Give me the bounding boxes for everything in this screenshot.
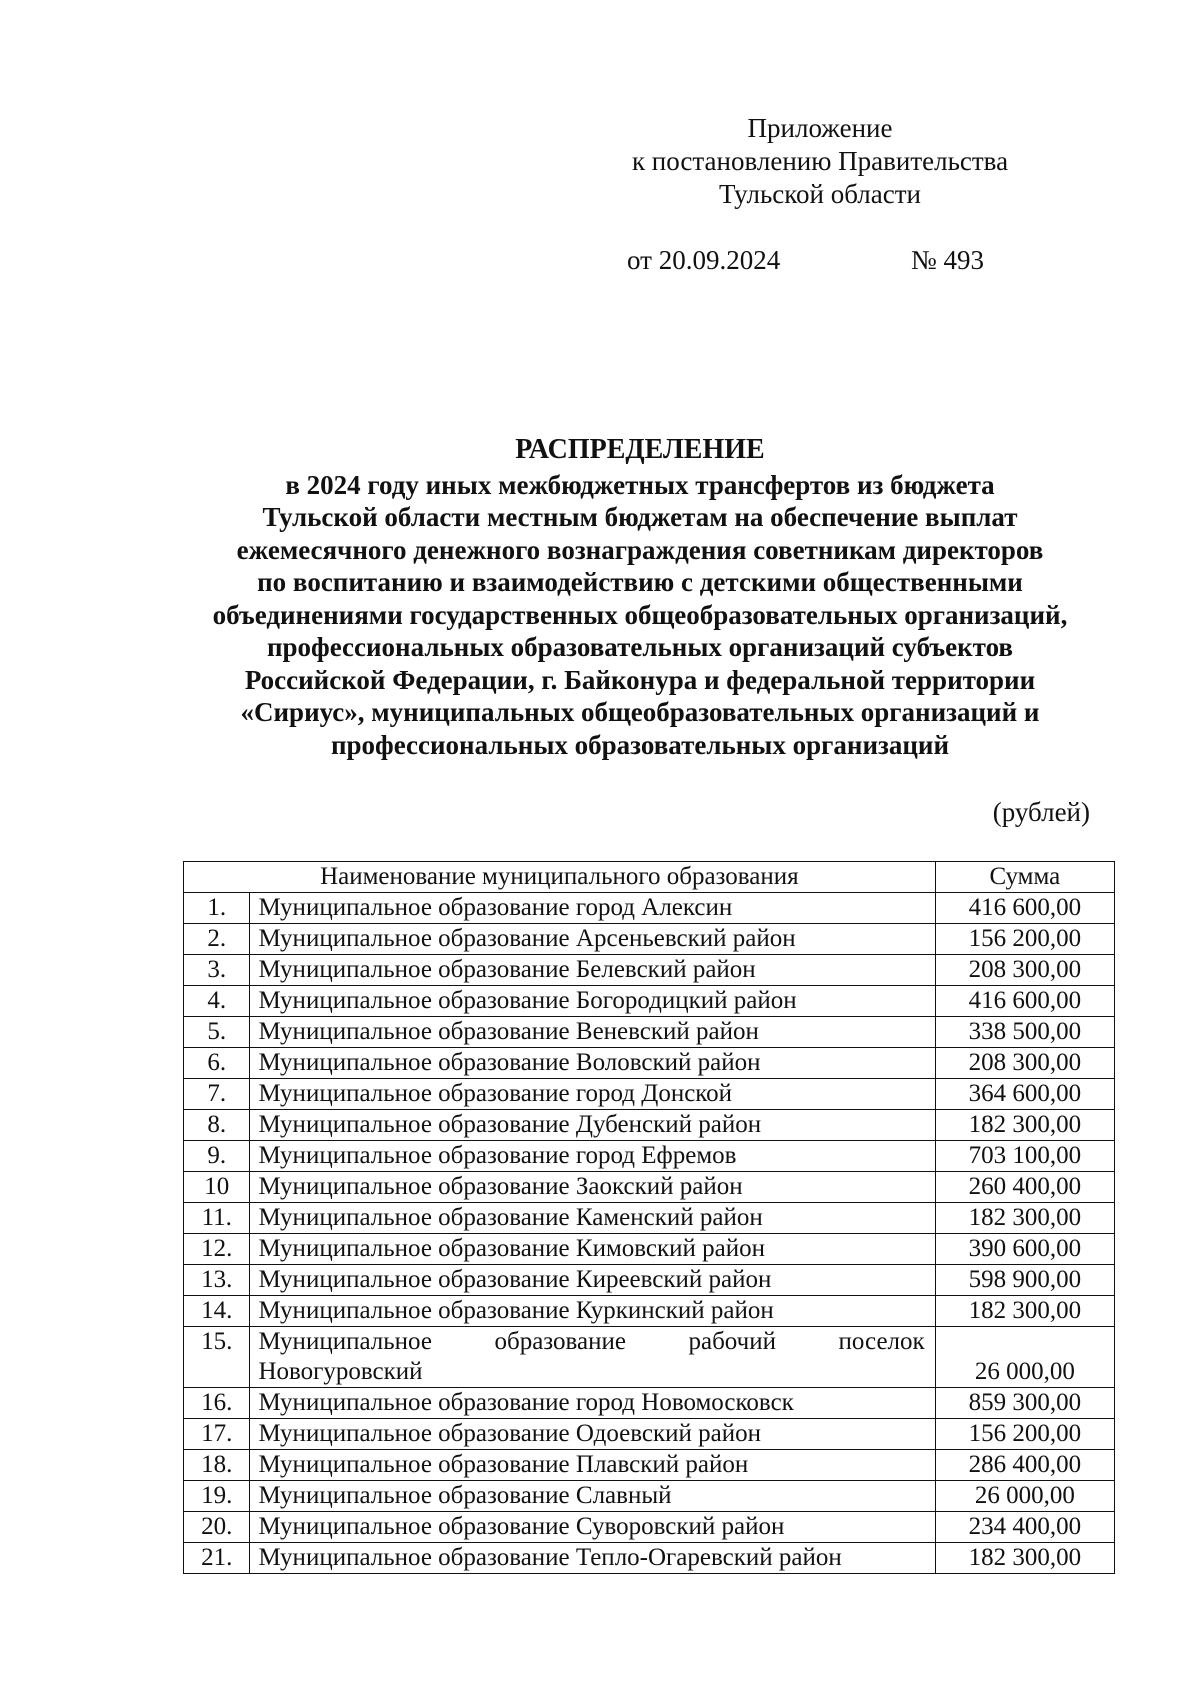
row-number: 12. <box>184 1234 250 1265</box>
row-name: Муниципальное образование Заокский район <box>250 1172 935 1203</box>
table-row <box>184 1388 1115 1419</box>
decree-number: № 493 <box>911 245 985 275</box>
title-line: Тульской области местным бюджетам на обеспечение выплат <box>262 502 1018 532</box>
table-row <box>184 924 1115 955</box>
table-row <box>184 1481 1115 1512</box>
row-sum: 208 300,00 <box>935 1048 1114 1079</box>
row-number: 9. <box>184 1141 250 1172</box>
row-name: Муниципальное образование Плавский район <box>250 1450 935 1481</box>
row-name: Муниципальное образование город Новомосковск <box>250 1388 935 1419</box>
title-line: по воспитанию и взаимодействию с детскими общественными <box>257 567 1023 597</box>
title-line: объединениями государственных общеобразовательных организаций, <box>212 599 1068 630</box>
appendix-block <box>590 112 1050 211</box>
appendix-decree-ref: к постановлению Правительства <box>631 146 1009 176</box>
row-number: 8. <box>184 1110 250 1141</box>
row-number: 3. <box>184 955 250 986</box>
row-name: Муниципальное образование Богородицкий район <box>250 986 935 1017</box>
row-name: Муниципальное образование Киреевский район <box>250 1265 935 1296</box>
unit-label: (рублей) <box>992 797 1090 827</box>
table-row <box>184 1265 1115 1296</box>
table-row <box>184 1543 1115 1574</box>
row-name: Муниципальное образование Дубенский район <box>250 1110 935 1141</box>
row-name: Муниципальное образование Воловский район <box>250 1048 935 1079</box>
table-row <box>184 1172 1115 1203</box>
row-sum: 26 000,00 <box>935 1327 1114 1388</box>
header-sum: Сумма <box>935 862 1114 893</box>
row-number: 15. <box>184 1327 250 1388</box>
table-row <box>184 955 1115 986</box>
row-number: 2. <box>184 924 250 955</box>
row-name: Муниципальное образование Каменский район <box>250 1203 935 1234</box>
row-number: 1. <box>184 893 250 924</box>
row-number: 7. <box>184 1079 250 1110</box>
header-name: Наименование муниципального образования <box>184 862 936 893</box>
row-name: Муниципальное образование город Донской <box>250 1079 935 1110</box>
table-row <box>184 1079 1115 1110</box>
decree-info <box>627 245 985 276</box>
row-sum: 416 600,00 <box>935 986 1114 1017</box>
table-row <box>184 1017 1115 1048</box>
row-number: 16. <box>184 1388 250 1419</box>
row-name: Муниципальное образование Кимовский район <box>250 1234 935 1265</box>
table-row <box>184 1234 1115 1265</box>
row-number: 4. <box>184 986 250 1017</box>
title-line: «Сириус», муниципальных общеобразовательных организаций и <box>240 697 1040 727</box>
row-sum: 156 200,00 <box>935 1419 1114 1450</box>
row-sum: 390 600,00 <box>935 1234 1114 1265</box>
row-name: Муниципальное образование город Ефремов <box>250 1141 935 1172</box>
title-line: ежемесячного денежного вознаграждения советникам директоров <box>236 534 1044 565</box>
row-sum: 26 000,00 <box>935 1481 1114 1512</box>
table-row <box>184 1203 1115 1234</box>
row-sum: 416 600,00 <box>935 893 1114 924</box>
row-number: 17. <box>184 1419 250 1450</box>
row-sum: 286 400,00 <box>935 1450 1114 1481</box>
table-row <box>184 1327 1115 1388</box>
title-line: профессиональных образовательных организаций субъектов <box>266 632 1014 662</box>
title-line: в 2024 году иных межбюджетных трансфертов из бюджета <box>285 469 995 500</box>
table-row <box>184 1296 1115 1327</box>
table-row <box>184 1450 1115 1481</box>
table-header-row <box>184 862 1115 893</box>
row-sum: 156 200,00 <box>935 924 1114 955</box>
appendix-title: Приложение <box>747 113 893 143</box>
row-sum: 182 300,00 <box>935 1296 1114 1327</box>
row-sum: 182 300,00 <box>935 1110 1114 1141</box>
row-number: 21. <box>184 1543 250 1574</box>
table-row <box>184 986 1115 1017</box>
row-name: Муниципальное образование Белевский район <box>250 955 935 986</box>
row-number: 19. <box>184 1481 250 1512</box>
row-name: Муниципальное образование Суворовский район <box>250 1512 935 1543</box>
row-sum: 598 900,00 <box>935 1265 1114 1296</box>
title-heading: РАСПРЕДЕЛЕНИЕ <box>515 434 765 465</box>
row-number: 5. <box>184 1017 250 1048</box>
row-number: 20. <box>184 1512 250 1543</box>
title-line: профессиональных образовательных организаций <box>330 729 950 760</box>
row-name: Муниципальное образование Славный <box>250 1481 935 1512</box>
row-sum: 208 300,00 <box>935 955 1114 986</box>
appendix-region: Тульской области <box>719 179 921 209</box>
row-number: 6. <box>184 1048 250 1079</box>
decree-date: от 20.09.2024 <box>627 245 781 275</box>
document-title <box>170 434 1110 761</box>
row-sum: 182 300,00 <box>935 1203 1114 1234</box>
title-line: Российской Федерации, г. Байконура и федеральной территории <box>244 664 1036 695</box>
distribution-table <box>183 861 1115 1574</box>
row-number: 10 <box>184 1172 250 1203</box>
row-sum: 260 400,00 <box>935 1172 1114 1203</box>
row-sum: 338 500,00 <box>935 1017 1114 1048</box>
row-sum: 182 300,00 <box>935 1543 1114 1574</box>
row-number: 18. <box>184 1450 250 1481</box>
row-name: Муниципальное образование Веневский район <box>250 1017 935 1048</box>
row-name: Муниципальное образование Арсеньевский район <box>250 924 935 955</box>
table-row <box>184 1512 1115 1543</box>
row-sum: 364 600,00 <box>935 1079 1114 1110</box>
row-number: 13. <box>184 1265 250 1296</box>
row-sum: 234 400,00 <box>935 1512 1114 1543</box>
table-row <box>184 1419 1115 1450</box>
row-name: Муниципальное образование город Алексин <box>250 893 935 924</box>
row-number: 11. <box>184 1203 250 1234</box>
row-name: Муниципальное образование Куркинский район <box>250 1296 935 1327</box>
row-name: Муниципальное образование рабочий поселок Новогуровский <box>250 1327 935 1388</box>
row-name: Муниципальное образование Тепло-Огаревский район <box>250 1543 935 1574</box>
row-number: 14. <box>184 1296 250 1327</box>
table-row <box>184 1048 1115 1079</box>
row-sum: 859 300,00 <box>935 1388 1114 1419</box>
table-row <box>184 893 1115 924</box>
row-sum: 703 100,00 <box>935 1141 1114 1172</box>
table-row <box>184 1110 1115 1141</box>
row-name: Муниципальное образование Одоевский район <box>250 1419 935 1450</box>
table-row <box>184 1141 1115 1172</box>
